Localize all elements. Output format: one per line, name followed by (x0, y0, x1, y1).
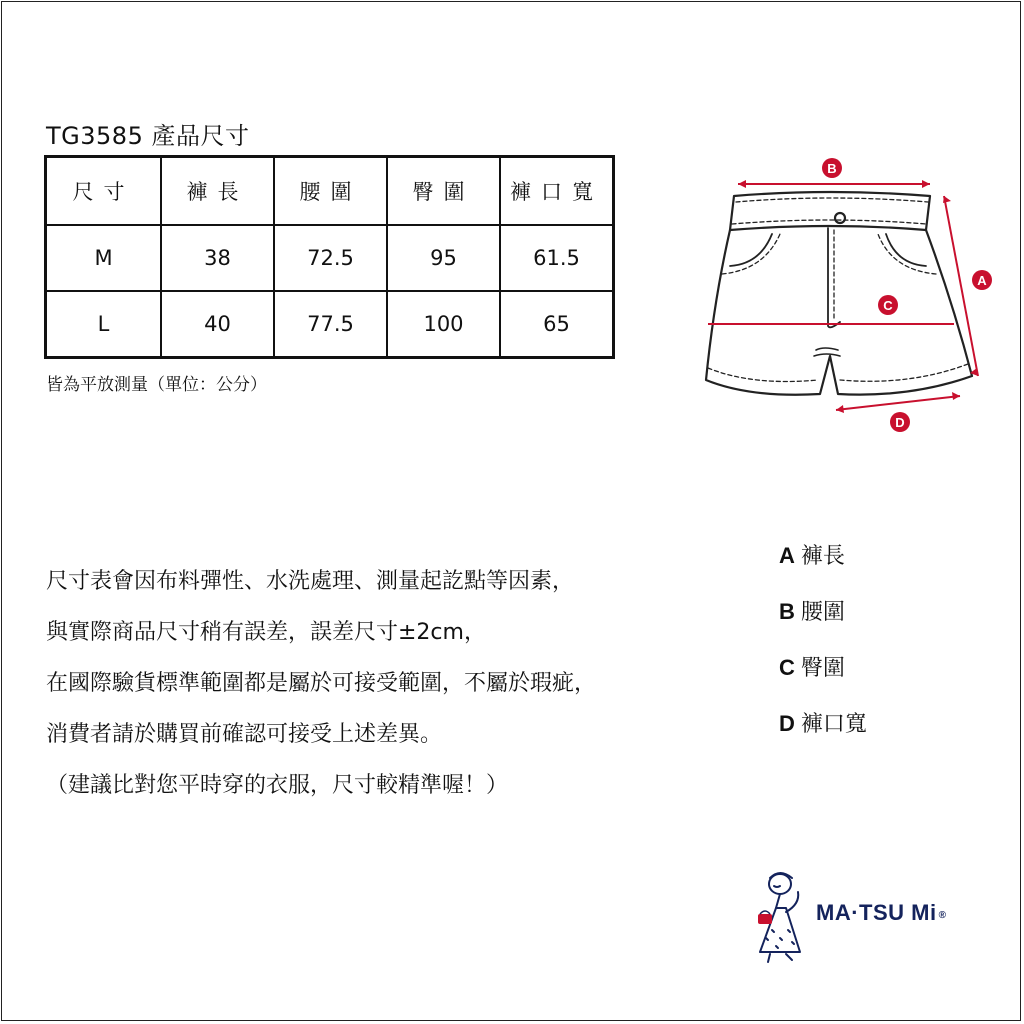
disclaimer-line: 消費者請於購買前確認可接受上述差異。 (46, 722, 443, 747)
table-cell: M (46, 225, 162, 291)
table-cell: 72.5 (274, 225, 387, 291)
table-cell: 61.5 (500, 225, 614, 291)
table-row (46, 291, 614, 358)
badge-d: D (895, 415, 905, 430)
table-cell: 40 (161, 291, 274, 358)
badge-c: C (883, 298, 893, 313)
measurement-note: 皆為平放測量（單位：公分） (46, 375, 267, 395)
size-table (44, 155, 615, 359)
disclaimer-text (46, 556, 596, 811)
measurement-legend (779, 528, 867, 752)
measure-line-d (836, 396, 960, 410)
badge-b: B (827, 161, 837, 176)
legend-item-a: A 褲長 (779, 543, 845, 569)
measure-line-a (944, 196, 978, 376)
table-cell: 77.5 (274, 291, 387, 358)
legend-item-b: B 腰圍 (779, 599, 845, 625)
brand-name: MA·TSU Mi ® (816, 900, 947, 925)
header-waist: 腰圍 (274, 157, 387, 226)
header-hem-width: 褲口寬 (500, 157, 614, 226)
table-cell: L (46, 291, 162, 358)
disclaimer-line: （建議比對您平時穿的衣服，尺寸較精準喔！） (46, 773, 509, 798)
legend-item-d: D 褲口寬 (779, 711, 867, 737)
badge-a: A (977, 273, 987, 288)
header-size: 尺寸 (46, 157, 162, 226)
table-cell: 38 (161, 225, 274, 291)
table-header-row (46, 157, 614, 226)
table-cell: 65 (500, 291, 614, 358)
disclaimer-line: 尺寸表會因布料彈性、水洗處理、測量起訖點等因素， (46, 569, 575, 594)
disclaimer-line: 在國際驗貨標準範圍都是屬於可接受範圍，不屬於瑕疵， (46, 671, 597, 696)
shorts-outline (706, 230, 972, 395)
page-title: TG3585 產品尺寸 (46, 122, 250, 150)
table-cell: 100 (387, 291, 500, 358)
shorts-diagram (690, 150, 1000, 440)
header-length: 褲長 (161, 157, 274, 226)
registered-mark: ® (938, 910, 947, 921)
header-hip: 臀圍 (387, 157, 500, 226)
brand-mascot-logo (750, 868, 814, 964)
legend-item-c: C 臀圍 (779, 655, 845, 681)
table-cell: 95 (387, 225, 500, 291)
mascot-bag (758, 914, 772, 924)
table-row (46, 225, 614, 291)
disclaimer-line: 與實際商品尺寸稍有誤差，誤差尺寸±2cm， (46, 620, 486, 645)
